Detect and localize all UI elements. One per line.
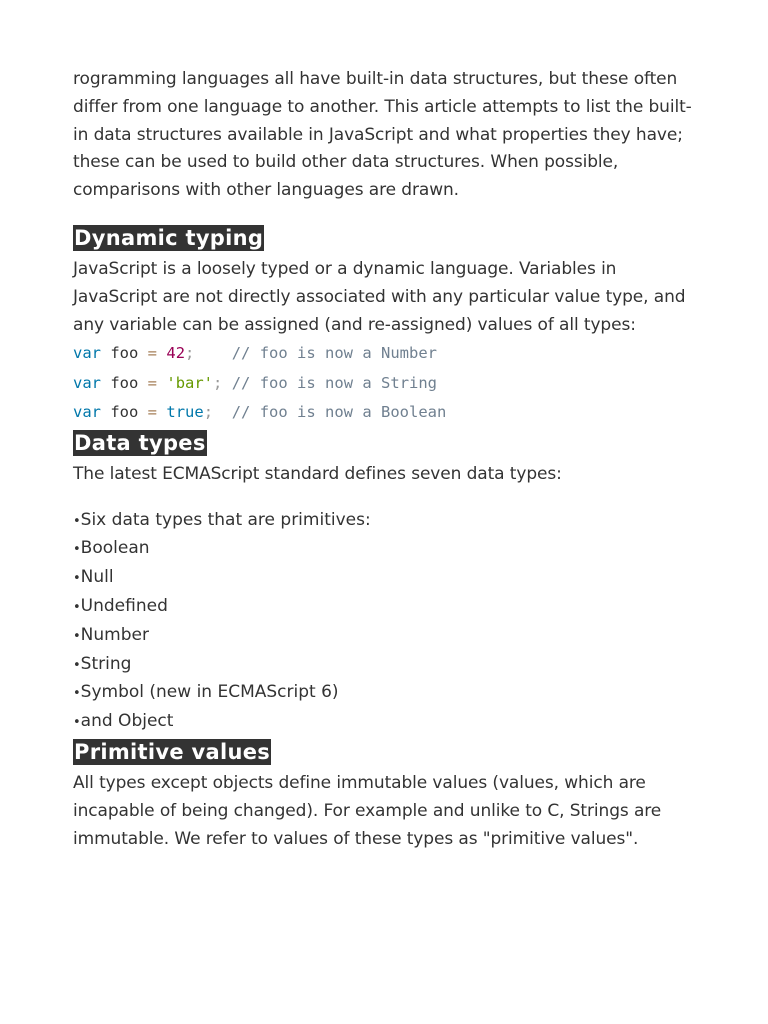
code-identifier: foo — [101, 373, 148, 392]
bullet: • — [73, 600, 81, 616]
list-item-text: and Object — [80, 711, 174, 732]
list-item — [73, 651, 703, 680]
code-line-3 — [73, 398, 703, 428]
code-punctuation: ; — [213, 373, 223, 392]
code-keyword: var — [73, 403, 101, 422]
code-value-string: 'bar' — [166, 373, 214, 392]
code-operator: = — [147, 403, 158, 422]
code-padding — [222, 374, 231, 392]
primitive-values-paragraph: All types except objects define immutable values (values, which are incapable of being changed). For example and unlike to C, Strings are immutable. We refer to values of these types as "primitive values". — [73, 773, 662, 849]
list-item-text: String — [80, 653, 132, 674]
bullet: • — [73, 657, 81, 673]
code-comment: // foo is now a Boolean — [231, 403, 447, 422]
list-item-text: Boolean — [80, 538, 150, 559]
code-comment: // foo is now a Number — [231, 344, 438, 363]
list-item — [73, 507, 703, 536]
dynamic-typing-paragraph: JavaScript is a loosely typed or a dynamic language. Variables in JavaScript are not directly associated with any particular value type, and any variable can be assigned (and re-assigned) values of all types: — [73, 258, 686, 335]
list-item-text: Six data types that are primitives: — [80, 509, 371, 530]
primitive-values-heading-wrap — [73, 739, 703, 766]
code-keyword: var — [73, 373, 101, 392]
bullet: • — [73, 513, 81, 529]
list-item — [73, 535, 703, 564]
list-item — [73, 593, 703, 622]
code-punctuation: ; — [203, 403, 214, 422]
heading-data-types: Data types — [74, 430, 206, 455]
dynamic-typing-heading-wrap — [73, 225, 703, 252]
code-identifier: foo — [101, 344, 148, 363]
list-item — [73, 708, 703, 737]
bullet: • — [73, 715, 81, 731]
list-item — [73, 564, 703, 593]
code-identifier: foo — [101, 403, 148, 422]
code-punctuation: ; — [185, 344, 195, 363]
code-padding — [194, 344, 231, 362]
code-comment: // foo is now a String — [231, 373, 438, 392]
code-keyword: var — [73, 344, 101, 363]
intro-paragraph: rogramming languages all have built-in data structures, but these often differ from one language to another. This article attempts to list the built-in data structures available in JavaScript and what properties they have; these can be used to build other data structures. When possible, comparisons with other languages are drawn. — [73, 69, 692, 201]
code-operator: = — [147, 344, 158, 363]
article — [73, 66, 703, 853]
code-operator: = — [147, 373, 158, 392]
list-item-text: Undefined — [80, 596, 168, 617]
heading-dynamic-typing: Dynamic typing — [74, 225, 264, 250]
list-item — [73, 679, 703, 708]
list-item-text: Null — [80, 567, 114, 588]
code-value-boolean: true — [166, 403, 204, 422]
data-types-list — [73, 507, 703, 737]
data-types-paragraph: The latest ECMAScript standard defines seven data types: — [73, 463, 562, 484]
code-line-2 — [73, 369, 703, 399]
bullet: • — [73, 571, 81, 587]
list-item-text: Number — [80, 624, 149, 645]
code-padding — [213, 403, 232, 421]
data-types-heading-wrap — [73, 430, 703, 457]
code-line-1 — [73, 339, 703, 369]
code-block — [73, 339, 703, 428]
list-item-text: Symbol (new in ECMAScript 6) — [80, 682, 339, 703]
bullet: • — [73, 628, 81, 644]
bullet: • — [73, 686, 81, 702]
code-value-number: 42 — [166, 344, 186, 363]
list-item — [73, 622, 703, 651]
bullet: • — [73, 542, 81, 558]
heading-primitive-values: Primitive values — [74, 740, 271, 765]
